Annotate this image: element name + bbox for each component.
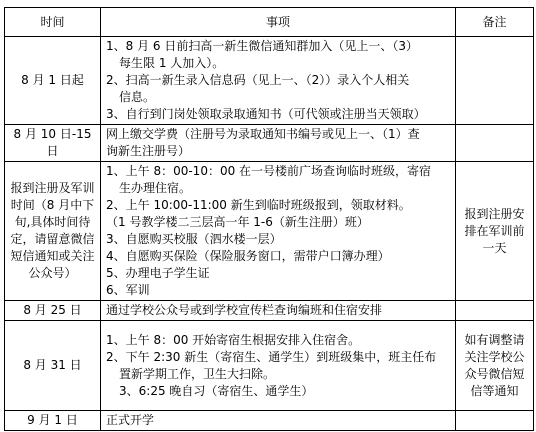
- row-items: [101, 411, 456, 431]
- row-items: [101, 162, 456, 301]
- item-line: （1 号教学楼二三层高一年 1-6（新生注册）班）: [106, 215, 369, 229]
- item-line: 1、上午 8：00 开始寄宿生根据安排入住宿舍。: [106, 332, 361, 347]
- item-line: 3、自愿购买校服（泗水楼一层）: [106, 232, 282, 246]
- row-note: [456, 125, 534, 162]
- item-line: 置新学期工作，卫生大扫除。: [119, 366, 276, 381]
- row-note: 报到注册安排在军训前一天: [456, 162, 534, 301]
- item-line: 5、办理电子学生证: [106, 266, 210, 280]
- row-time: 9 月 1 日: [5, 411, 101, 431]
- item-line: 2、扫高一新生录入信息码（见上一、（2））录入个人相关: [106, 73, 410, 87]
- table-row: [5, 37, 534, 125]
- item-line: 3、自行到门岗处领取录取通知书（可代领或注册当天领取）: [106, 107, 426, 121]
- table-row: [5, 321, 534, 411]
- item-line: 正式开学: [106, 413, 155, 427]
- row-time: 8 月 31 日: [5, 321, 101, 411]
- item-line: 询新生注册号）: [106, 144, 191, 158]
- schedule-table: [4, 7, 534, 431]
- row-items: [101, 37, 456, 125]
- item-line: 每生限 1 人加入）。: [119, 56, 225, 70]
- row-time: 8 月 10 日-15 日: [5, 125, 101, 162]
- item-line: 1、上午 8：00-10：00 在一号楼前广场查询临时班级，寄宿: [106, 164, 432, 178]
- row-items: [101, 125, 456, 162]
- row-items: [101, 301, 456, 321]
- item-line: 2、下午 2:30 新生（寄宿生、通学生）到班级集中，班主任布: [106, 349, 437, 364]
- item-line: 1、8 月 6 日前扫高一新生微信通知群加入（见上一、（3）: [106, 39, 418, 53]
- header-time: 时间: [5, 8, 101, 37]
- row-note: [456, 37, 534, 125]
- row-items: [101, 321, 456, 411]
- item-line: 生办理住宿。: [119, 181, 192, 195]
- item-line: 通过学校公众号或到学校宣传栏查询编班和住宿安排: [106, 303, 383, 317]
- item-line: 信息。: [119, 90, 156, 104]
- header-note: 备注: [456, 8, 534, 37]
- row-note: [456, 411, 534, 431]
- row-time: 8 月 25 日: [5, 301, 101, 321]
- table-row: [5, 301, 534, 321]
- header-row: [5, 8, 534, 37]
- item-line: 3、6:25 晚自习（寄宿生、通学生）: [119, 383, 314, 398]
- row-time: 报到注册及军训时间（8 月中下旬,具体时间待定，请留意微信短信通知或关注公众号）: [5, 162, 101, 301]
- table-row: [5, 411, 534, 431]
- header-items: 事项: [101, 8, 456, 37]
- row-note: 如有调整请关注学校公众号微信短信等通知: [456, 321, 534, 411]
- row-note: [456, 301, 534, 321]
- row-time: 8 月 1 日起: [5, 37, 101, 125]
- item-line: 6、军训: [106, 283, 150, 297]
- item-line: 4、自愿购买保险（保险服务窗口，需带户口簿办理）: [106, 249, 390, 263]
- item-line: 网上缴交学费（注册号为录取通知书编号或见上一、（1）查: [106, 127, 420, 141]
- table-row: [5, 162, 534, 301]
- table-row: [5, 125, 534, 162]
- item-line: 2、上午 10:00-11:00 新生到临时班级报到，领取材料。: [106, 198, 411, 212]
